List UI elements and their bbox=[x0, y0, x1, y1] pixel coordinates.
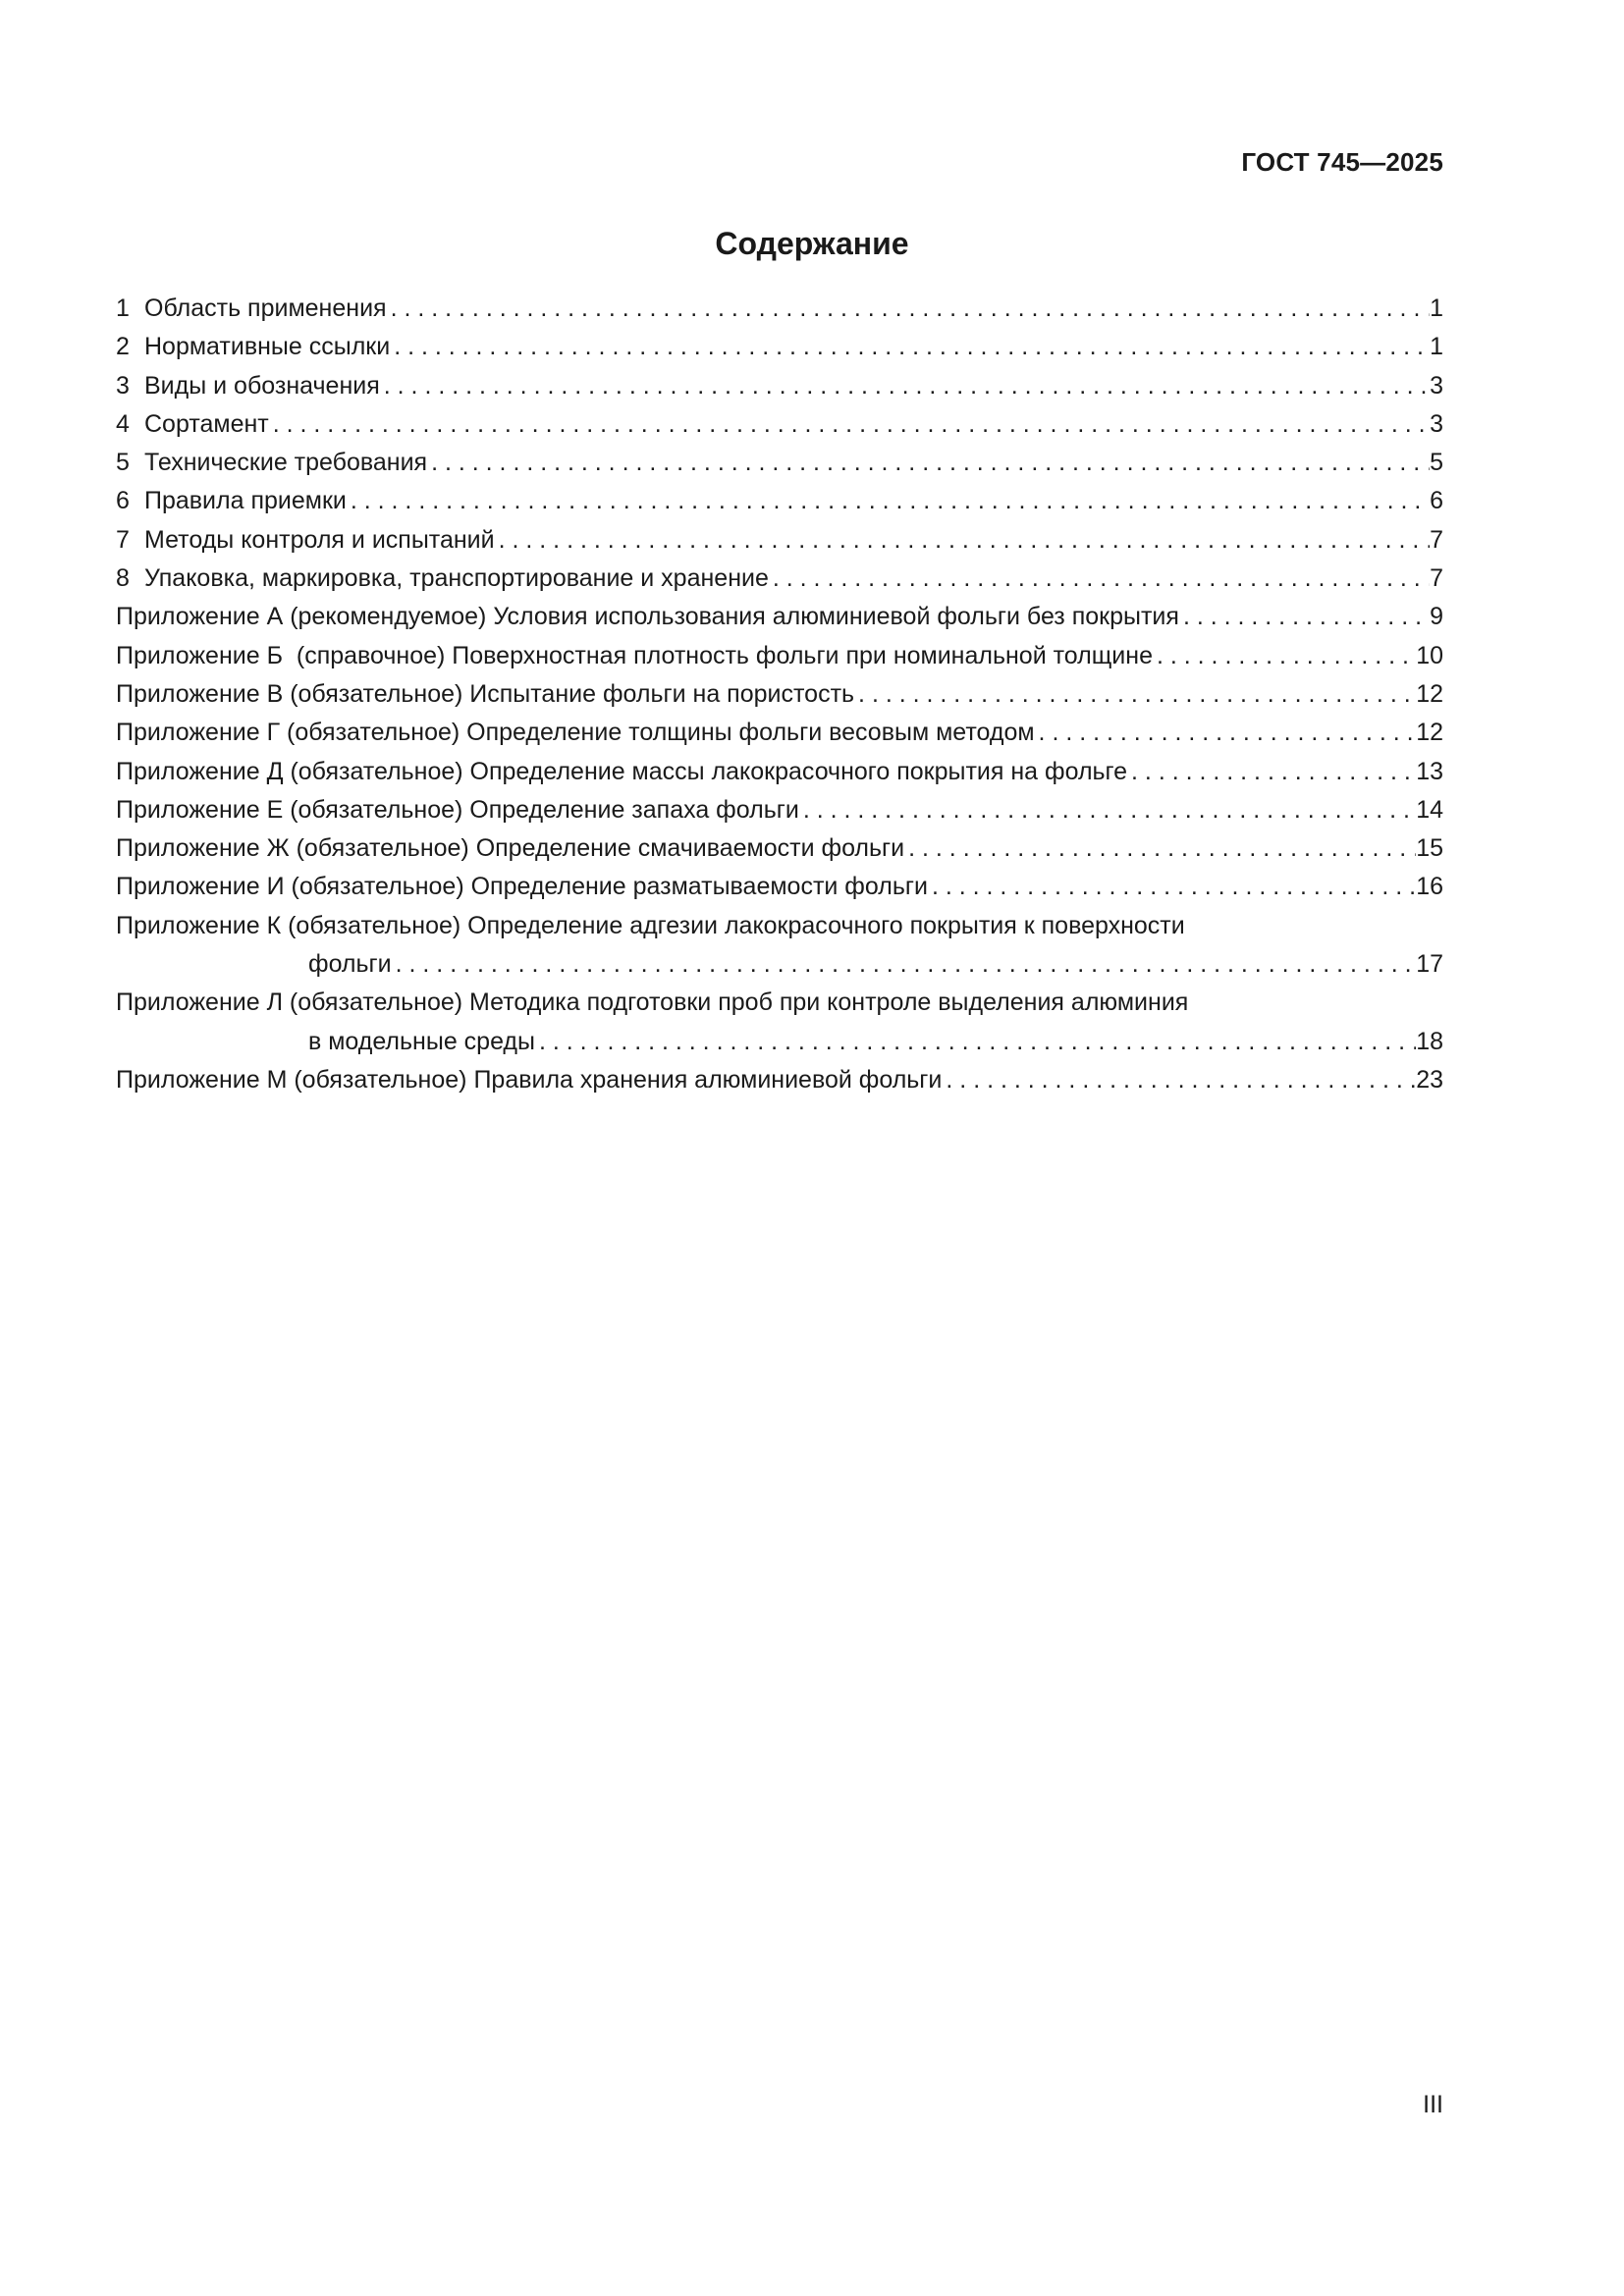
toc-entry-page: 12 bbox=[1416, 719, 1443, 747]
toc-entry-label-continued: в модельные среды bbox=[308, 1027, 535, 1055]
toc-appendix-entry-line2[interactable] bbox=[116, 1023, 1443, 1061]
page-folio: III bbox=[1423, 2091, 1443, 2118]
toc-entry[interactable] bbox=[116, 405, 1443, 444]
toc-entry-label: Приложение Ж (обязательное) Определение смачиваемости фольги bbox=[116, 834, 905, 863]
dot-leader bbox=[946, 1061, 1416, 1099]
toc-entry-label: Приложение Д (обязательное) Определение массы лакокрасочного покрытия на фольге bbox=[116, 757, 1128, 785]
toc-entry-page: 7 bbox=[1430, 525, 1443, 554]
toc-entry-page: 5 bbox=[1430, 449, 1443, 477]
toc-entry-page: 13 bbox=[1416, 757, 1443, 785]
dot-leader bbox=[394, 328, 1430, 366]
dot-leader bbox=[391, 290, 1431, 328]
toc-entry-number: 5 bbox=[116, 449, 130, 477]
toc-entry-label: Приложение Г (обязательное) Определение толщины фольги весовым методом bbox=[116, 719, 1035, 747]
table-of-contents bbox=[116, 290, 1443, 1099]
toc-appendix-entry[interactable] bbox=[116, 1061, 1443, 1099]
toc-entry-label: Приложение Б (справочное) Поверхностная плотность фольги при номинальной толщине bbox=[116, 641, 1153, 669]
toc-entry-number: 7 bbox=[116, 525, 130, 554]
toc-entry-label: Приложение И (обязательное) Определение разматываемости фольги bbox=[116, 873, 928, 901]
toc-entry[interactable] bbox=[116, 328, 1443, 366]
toc-entry[interactable] bbox=[116, 367, 1443, 405]
dot-leader bbox=[1183, 598, 1430, 636]
toc-entry[interactable] bbox=[116, 560, 1443, 598]
dot-leader bbox=[773, 560, 1430, 598]
dot-leader bbox=[1131, 753, 1416, 791]
toc-entry-page: 17 bbox=[1416, 950, 1443, 979]
toc-entry-page: 10 bbox=[1416, 641, 1443, 669]
toc-entry-label: Сортамент bbox=[144, 409, 269, 438]
toc-appendix-entry-line1[interactable] bbox=[116, 984, 1443, 1022]
toc-title: Содержание bbox=[715, 226, 909, 261]
dot-leader bbox=[1039, 714, 1417, 752]
toc-entry-page: 1 bbox=[1430, 333, 1443, 361]
toc-appendix-entry[interactable] bbox=[116, 598, 1443, 636]
toc-entry-page: 15 bbox=[1416, 834, 1443, 863]
toc-entry[interactable] bbox=[116, 290, 1443, 328]
toc-entry-label: Виды и обозначения bbox=[144, 371, 380, 400]
toc-entry-label: Нормативные ссылки bbox=[144, 333, 391, 361]
toc-entry-label-continued: фольги bbox=[308, 950, 392, 979]
dot-leader bbox=[1157, 637, 1416, 675]
toc-entry[interactable] bbox=[116, 482, 1443, 520]
toc-entry-label: Приложение В (обязательное) Испытание фольги на пористость bbox=[116, 679, 855, 708]
toc-entry-page: 12 bbox=[1416, 679, 1443, 708]
toc-entry-label: Правила приемки bbox=[144, 487, 347, 515]
toc-appendix-entry[interactable] bbox=[116, 791, 1443, 829]
toc-appendix-entry[interactable] bbox=[116, 637, 1443, 675]
toc-appendix-entry-line1[interactable] bbox=[116, 907, 1443, 945]
toc-entry-number: 6 bbox=[116, 487, 130, 515]
toc-entry-page: 7 bbox=[1430, 564, 1443, 593]
toc-appendix-entry[interactable] bbox=[116, 753, 1443, 791]
dot-leader bbox=[273, 405, 1430, 444]
toc-entry-page: 14 bbox=[1416, 795, 1443, 824]
toc-entry-page: 9 bbox=[1430, 603, 1443, 631]
toc-entry-label: Упаковка, маркировка, транспортирование и хранение bbox=[144, 564, 769, 593]
toc-entry-page: 3 bbox=[1430, 371, 1443, 400]
dot-leader bbox=[351, 482, 1430, 520]
dot-leader bbox=[803, 791, 1416, 829]
dot-leader bbox=[908, 829, 1416, 868]
toc-appendix-entry[interactable] bbox=[116, 714, 1443, 752]
dot-leader bbox=[431, 444, 1430, 482]
dot-leader bbox=[858, 675, 1416, 714]
dot-leader bbox=[539, 1023, 1416, 1061]
toc-entry-number: 4 bbox=[116, 409, 130, 438]
toc-entry-number: 2 bbox=[116, 333, 130, 361]
toc-entry-page: 1 bbox=[1430, 294, 1443, 322]
toc-appendix-entry[interactable] bbox=[116, 675, 1443, 714]
toc-entry-label: Приложение Е (обязательное) Определение запаха фольги bbox=[116, 795, 799, 824]
toc-entry-label: Приложение А (рекомендуемое) Условия использования алюминиевой фольги без покрытия bbox=[116, 603, 1179, 631]
toc-entry-label: Приложение Л (обязательное) Методика подготовки проб при контроле выделения алюминия bbox=[116, 988, 1189, 1017]
toc-entry[interactable] bbox=[116, 521, 1443, 560]
toc-entry-page: 23 bbox=[1416, 1065, 1443, 1094]
dot-leader bbox=[384, 367, 1430, 405]
dot-leader bbox=[396, 945, 1417, 984]
toc-entry-page: 16 bbox=[1416, 873, 1443, 901]
toc-entry-page: 18 bbox=[1416, 1027, 1443, 1055]
toc-entry-page: 6 bbox=[1430, 487, 1443, 515]
toc-entry-number: 8 bbox=[116, 564, 130, 593]
toc-entry-label: Приложение К (обязательное) Определение адгезии лакокрасочного покрытия к поверхности bbox=[116, 911, 1185, 939]
dot-leader bbox=[932, 868, 1416, 906]
toc-entry-label: Методы контроля и испытаний bbox=[144, 525, 495, 554]
toc-entry-number: 3 bbox=[116, 371, 130, 400]
toc-appendix-entry[interactable] bbox=[116, 829, 1443, 868]
toc-entry-label: Область применения bbox=[144, 294, 387, 322]
toc-entry-label: Технические требования bbox=[144, 449, 428, 477]
toc-entry-label: Приложение М (обязательное) Правила хранения алюминиевой фольги bbox=[116, 1065, 943, 1094]
toc-entry-page: 3 bbox=[1430, 409, 1443, 438]
dot-leader bbox=[499, 521, 1430, 560]
toc-entry-number: 1 bbox=[116, 294, 130, 322]
document-code: ГОСТ 745—2025 bbox=[1241, 147, 1443, 177]
toc-entry[interactable] bbox=[116, 444, 1443, 482]
toc-appendix-entry-line2[interactable] bbox=[116, 945, 1443, 984]
toc-appendix-entry[interactable] bbox=[116, 868, 1443, 906]
